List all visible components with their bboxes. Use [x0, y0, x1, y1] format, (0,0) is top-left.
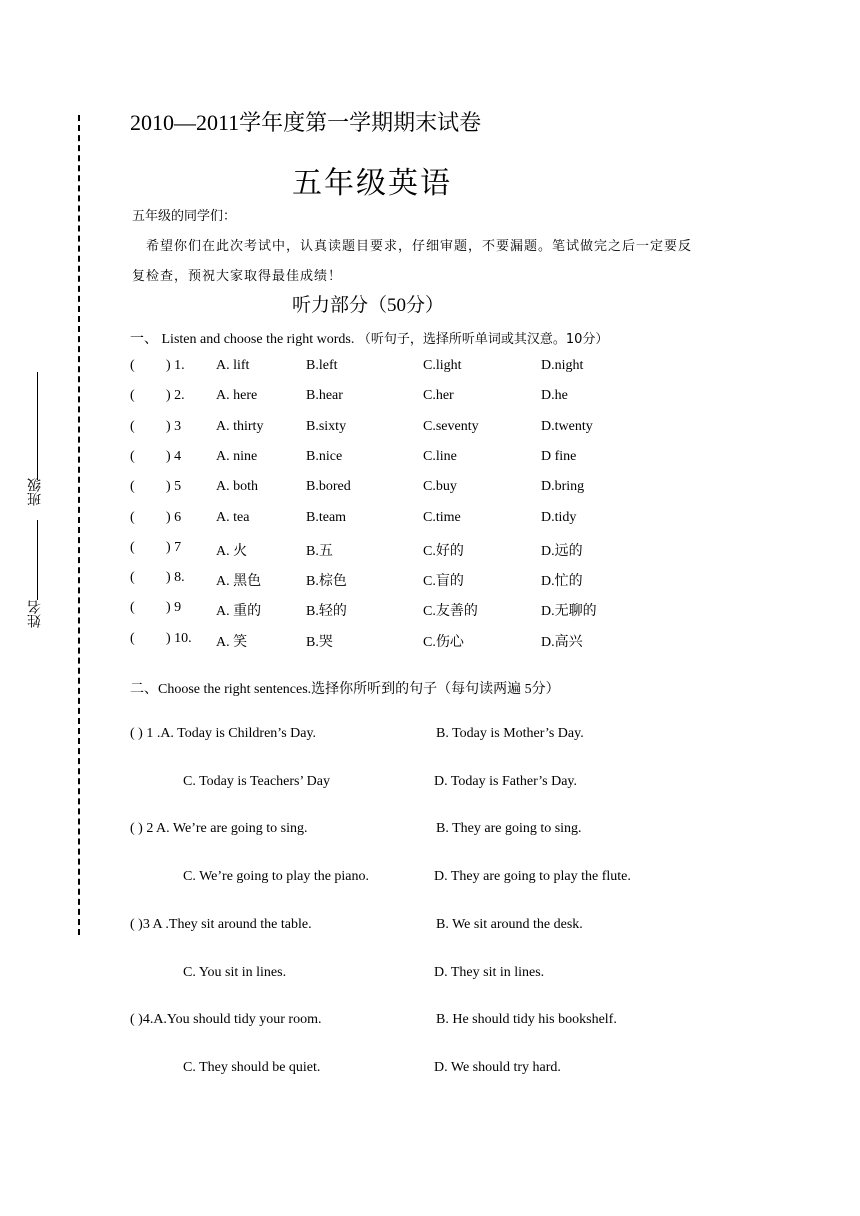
- answer-paren: (: [130, 509, 135, 525]
- question-number: ) 6: [166, 509, 182, 525]
- sentence-question: ( )4.A.You should tidy your room.: [130, 1011, 322, 1027]
- greeting: 五年级的同学们：: [132, 209, 237, 224]
- option-b: B.team: [306, 509, 347, 525]
- option-c: C.盲的: [423, 574, 464, 590]
- question-number: ) 5: [166, 479, 182, 495]
- intro-line-2: 复检查，预祝大家取得最佳成绩！: [132, 269, 343, 284]
- part1-question-row: [130, 510, 770, 532]
- option-c: C.light: [423, 358, 462, 373]
- sentence-question: ( ) 2 A. We’re are going to sing.: [130, 821, 308, 837]
- option-a: A. thirty: [216, 418, 264, 434]
- answer-paren: (: [130, 479, 135, 495]
- option-a: A. here: [216, 388, 258, 404]
- question-number: ) 4: [166, 448, 182, 464]
- sentence-option-d: D. Today is Father’s Day.: [434, 774, 578, 789]
- part1-question-row: [130, 358, 770, 380]
- part1-question-row: [130, 479, 770, 501]
- option-d: D.远的: [541, 543, 583, 559]
- answer-paren: (: [130, 600, 135, 616]
- option-d: D.twenty: [541, 418, 593, 434]
- option-a: A. lift: [216, 358, 250, 373]
- sentence-option-b: B. He should tidy his bookshelf.: [436, 1011, 617, 1027]
- sentence-option-d: D. They are going to play the flute.: [434, 869, 631, 885]
- name-blank-line: [37, 520, 38, 600]
- question-number: ) 8.: [166, 570, 185, 586]
- question-number: ) 10.: [166, 630, 192, 646]
- option-d: D.高兴: [541, 634, 583, 650]
- option-d: D.忙的: [541, 574, 583, 590]
- class-blank-line: [37, 372, 38, 480]
- answer-paren: (: [130, 418, 135, 434]
- answer-paren: (: [130, 539, 135, 555]
- part1-heading: [130, 328, 608, 348]
- option-c: C.her: [423, 388, 454, 404]
- name-label: 姓名: [27, 600, 43, 628]
- part1-question-row: [130, 419, 770, 441]
- option-a: A. 重的: [216, 604, 262, 620]
- option-c: C.buy: [423, 479, 457, 495]
- sentence-option-d: D. We should try hard.: [434, 1059, 561, 1075]
- class-label: 班级: [27, 478, 43, 506]
- part1-question-row: [130, 449, 770, 471]
- binding-margin-line: [78, 115, 80, 935]
- option-d: D.tidy: [541, 509, 577, 525]
- question-number: ) 7: [166, 539, 182, 555]
- listening-section-title: 听力部分（50分）: [292, 295, 445, 316]
- option-c: C.line: [423, 448, 457, 464]
- option-b: B.hear: [306, 388, 343, 404]
- sentence-question: ( ) 1 .A. Today is Children’s Day.: [130, 726, 317, 741]
- part1-question-row: [130, 570, 770, 592]
- option-a: A. 笑: [216, 634, 248, 650]
- option-c: C.好的: [423, 543, 464, 559]
- answer-paren: (: [130, 570, 135, 586]
- option-a: A. nine: [216, 448, 258, 464]
- part1-heading-note: （听句子，选择所听单词或其汉意。10分）: [357, 332, 609, 347]
- part1-question-row: [130, 631, 770, 653]
- option-d: D.he: [541, 388, 568, 404]
- sentence-option-c: C. You sit in lines.: [183, 964, 287, 980]
- option-d: D.bring: [541, 479, 585, 495]
- question-number: ) 1.: [166, 358, 185, 373]
- answer-paren: (: [130, 448, 135, 464]
- sentence-option-b: B. Today is Mother’s Day.: [436, 726, 584, 741]
- option-b: B.哭: [306, 634, 333, 650]
- option-b: B.bored: [306, 479, 351, 495]
- option-b: B.五: [306, 543, 333, 559]
- option-c: C.友善的: [423, 604, 478, 620]
- sentence-option-b: B. They are going to sing.: [436, 821, 582, 837]
- answer-paren: (: [130, 630, 135, 646]
- sentence-option-c: C. We’re going to play the piano.: [183, 869, 370, 885]
- subject-title: 五年级英语: [292, 167, 452, 200]
- part1-heading-text: 一、 Listen and choose the right words.: [130, 332, 355, 347]
- option-d: D.night: [541, 358, 584, 373]
- option-c: C.seventy: [423, 418, 479, 434]
- part2-heading: 二、Choose the right sentences.选择你所听到的句子（每句读两遍 5分）: [130, 682, 560, 697]
- question-number: ) 2.: [166, 388, 185, 404]
- option-b: B.棕色: [306, 574, 347, 590]
- part1-question-row: [130, 540, 770, 562]
- option-a: A. tea: [216, 509, 250, 525]
- option-b: B.sixty: [306, 418, 347, 434]
- question-number: ) 3: [166, 418, 182, 434]
- sentence-option-c: C. They should be quiet.: [183, 1059, 321, 1075]
- question-number: ) 9: [166, 600, 182, 616]
- option-a: A. 火: [216, 543, 248, 559]
- option-a: A. both: [216, 479, 258, 495]
- part1-question-row: [130, 388, 770, 410]
- sentence-question: ( )3 A .They sit around the table.: [130, 916, 312, 932]
- option-b: B.nice: [306, 448, 343, 464]
- answer-paren: (: [130, 358, 135, 373]
- part1-question-row: [130, 600, 770, 622]
- option-d: D fine: [541, 448, 577, 464]
- option-a: A. 黑色: [216, 574, 262, 590]
- option-d: D.无聊的: [541, 604, 597, 620]
- intro-line-1: 希望你们在此次考试中，认真读题目要求，仔细审题，不要漏题。笔试做完之后一定要反: [146, 239, 693, 254]
- option-c: C.伤心: [423, 634, 464, 650]
- sentence-option-d: D. They sit in lines.: [434, 964, 545, 980]
- exam-title: 2010—2011学年度第一学期期末试卷: [130, 110, 482, 135]
- option-b: B.轻的: [306, 604, 347, 620]
- option-b: B.left: [306, 358, 338, 373]
- answer-paren: (: [130, 388, 135, 404]
- option-c: C.time: [423, 509, 461, 525]
- sentence-option-c: C. Today is Teachers’ Day: [183, 774, 330, 789]
- sentence-option-b: B. We sit around the desk.: [436, 916, 583, 932]
